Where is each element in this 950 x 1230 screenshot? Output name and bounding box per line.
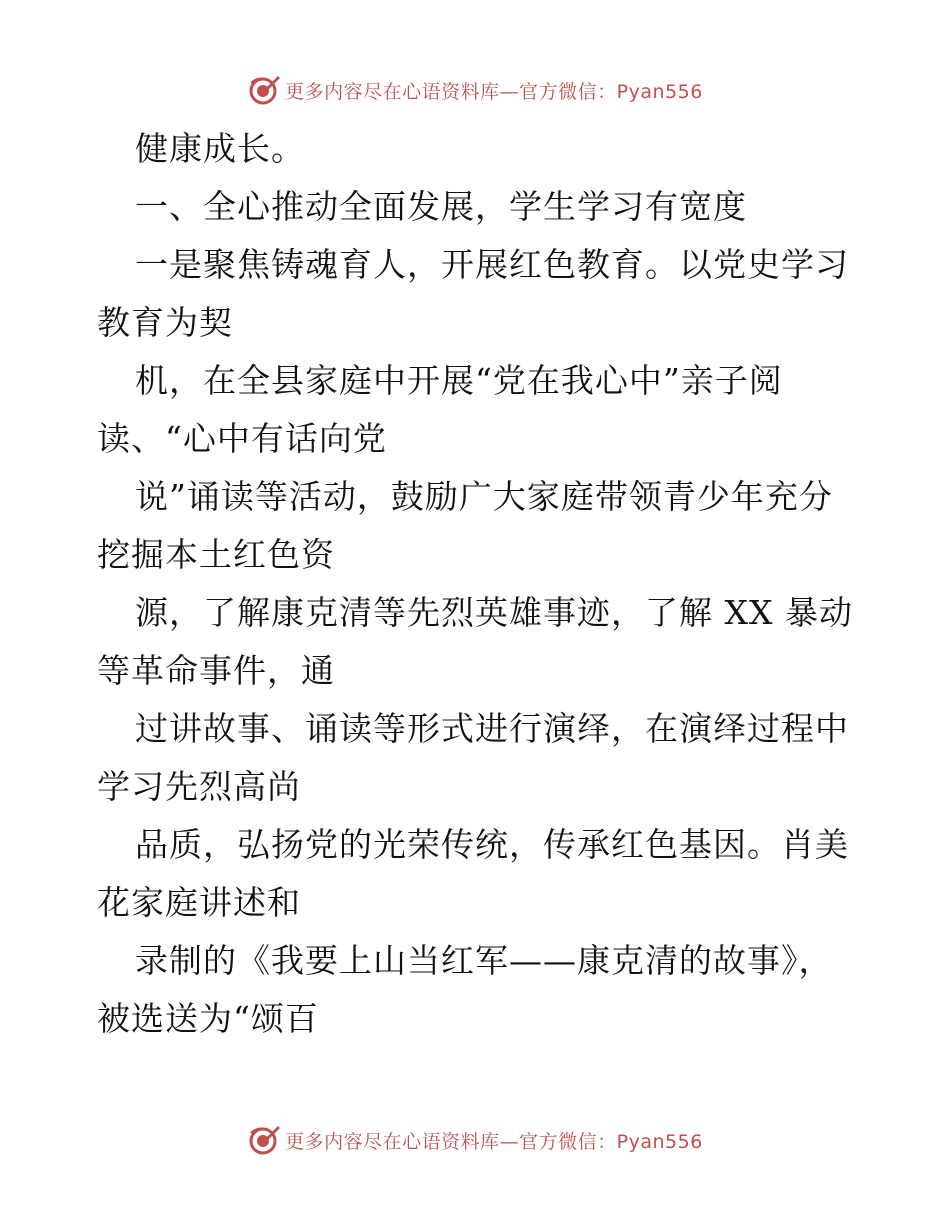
body-line: 读、“心中有话向党 (97, 419, 387, 458)
body-line: 品质，弘扬党的光荣传统，传承红色基因。肖美 (135, 825, 849, 864)
footer-watermark-text (285, 1127, 703, 1154)
footer-watermark (0, 1120, 950, 1160)
body-line: 花家庭讲述和 (97, 883, 301, 922)
body-line: 被选送为“颂百 (97, 999, 319, 1038)
body-line: 源，了解康克清等先烈英雄事迹，了解 XX 暴动 (135, 593, 853, 632)
header-watermark-main: 更多内容尽在心语资料库—官方微信： (285, 80, 617, 103)
quill-seal-icon (247, 73, 281, 107)
body-line: 健康成长。 (135, 129, 305, 168)
footer-watermark-account: Pyan556 (616, 1130, 703, 1153)
body-line: 挖掘本土红色资 (97, 535, 335, 574)
quill-seal-icon (247, 1123, 281, 1157)
header-watermark-account: Pyan556 (616, 80, 703, 103)
footer-watermark-main: 更多内容尽在心语资料库—官方微信： (285, 1130, 617, 1153)
body-line: 等革命事件，通 (97, 651, 335, 690)
body-line: 教育为契 (97, 303, 233, 342)
body-line: 录制的《我要上山当红军——康克清的故事》， (135, 941, 833, 980)
body-line: 说”诵读等活动，鼓励广大家庭带领青少年充分 (135, 477, 833, 516)
body-line: 过讲故事、诵读等形式进行演绎，在演绎过程中 (135, 709, 849, 748)
section-heading: 一、全心推动全面发展，学生学习有宽度 (135, 187, 747, 226)
header-watermark-text (285, 77, 703, 104)
document-body (97, 120, 857, 1048)
body-line: 一是聚焦铸魂育人，开展红色教育。以党史学习 (135, 245, 849, 284)
body-line: 机，在全县家庭中开展“党在我心中”亲子阅 (135, 361, 783, 400)
body-line: 学习先烈高尚 (97, 767, 301, 806)
header-watermark (0, 70, 950, 110)
